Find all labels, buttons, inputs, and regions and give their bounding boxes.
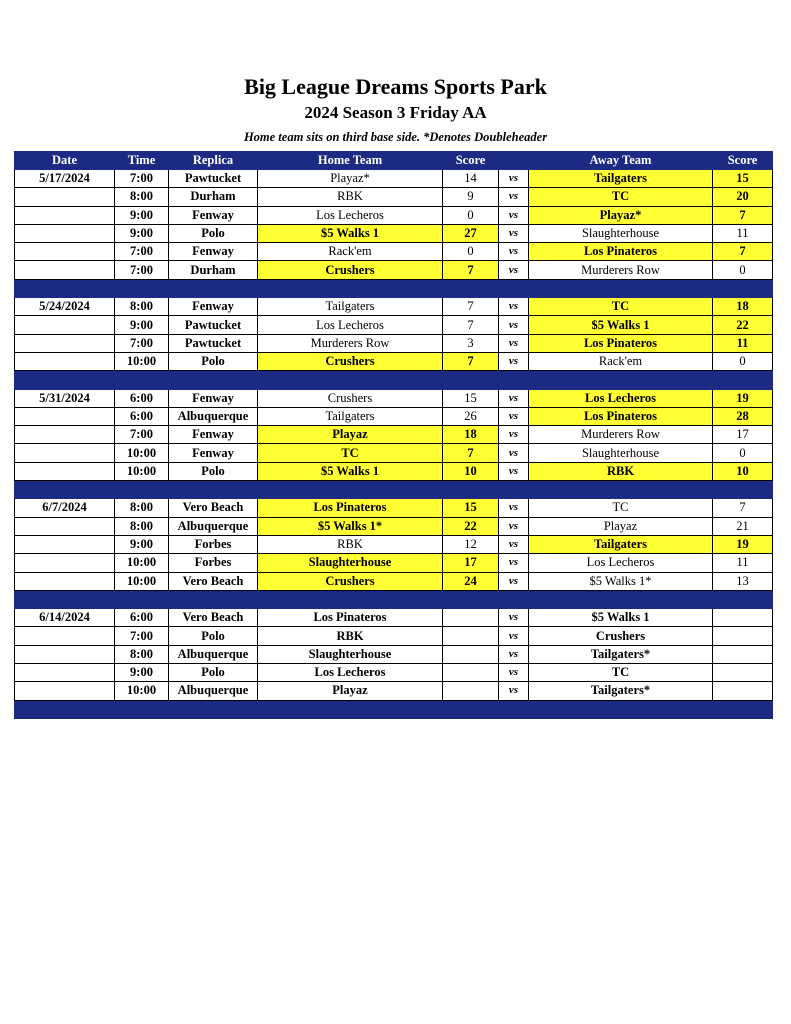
home-team: Los Lecheros — [258, 664, 443, 682]
away-team: Los Pinateros — [529, 334, 713, 352]
game-time: 6:00 — [115, 389, 169, 407]
separator-cell — [169, 590, 258, 608]
vs-label: vs — [499, 224, 529, 242]
vs-label: vs — [499, 188, 529, 206]
game-time: 7:00 — [115, 426, 169, 444]
home-score: 26 — [443, 407, 499, 425]
vs-label: vs — [499, 554, 529, 572]
separator-cell — [713, 481, 773, 499]
home-score: 10 — [443, 462, 499, 480]
home-score — [443, 627, 499, 645]
away-team: Tailgaters — [529, 535, 713, 553]
separator-cell — [529, 481, 713, 499]
home-score: 12 — [443, 535, 499, 553]
game-time: 7:00 — [115, 627, 169, 645]
home-team: Playaz — [258, 426, 443, 444]
vs-label: vs — [499, 170, 529, 188]
home-team: Crushers — [258, 261, 443, 279]
vs-label: vs — [499, 444, 529, 462]
vs-label: vs — [499, 517, 529, 535]
week-separator — [15, 700, 773, 718]
game-replica: Forbes — [169, 554, 258, 572]
home-team: Los Pinateros — [258, 609, 443, 627]
game-date — [15, 627, 115, 645]
away-score: 20 — [713, 188, 773, 206]
game-row — [15, 426, 773, 444]
game-time: 8:00 — [115, 298, 169, 316]
separator-cell — [499, 590, 529, 608]
game-date: 6/7/2024 — [15, 499, 115, 517]
col-away-team: Away Team — [529, 152, 713, 170]
away-team: TC — [529, 664, 713, 682]
vs-label: vs — [499, 243, 529, 261]
game-row — [15, 682, 773, 700]
game-replica: Albuquerque — [169, 517, 258, 535]
vs-label: vs — [499, 407, 529, 425]
away-score — [713, 627, 773, 645]
game-replica: Polo — [169, 627, 258, 645]
col-date: Date — [15, 152, 115, 170]
game-time: 10:00 — [115, 352, 169, 370]
game-row — [15, 572, 773, 590]
away-team: Tailgaters — [529, 170, 713, 188]
home-team: $5 Walks 1* — [258, 517, 443, 535]
game-time: 8:00 — [115, 517, 169, 535]
home-score — [443, 645, 499, 663]
vs-label: vs — [499, 462, 529, 480]
home-score: 9 — [443, 188, 499, 206]
home-score: 7 — [443, 316, 499, 334]
game-row — [15, 627, 773, 645]
game-replica: Pawtucket — [169, 334, 258, 352]
home-score: 24 — [443, 572, 499, 590]
game-date — [15, 517, 115, 535]
game-replica: Forbes — [169, 535, 258, 553]
home-score: 3 — [443, 334, 499, 352]
away-score: 0 — [713, 444, 773, 462]
home-score: 22 — [443, 517, 499, 535]
separator-cell — [713, 700, 773, 718]
game-replica: Albuquerque — [169, 407, 258, 425]
game-date — [15, 334, 115, 352]
vs-label: vs — [499, 499, 529, 517]
game-replica: Polo — [169, 664, 258, 682]
game-row — [15, 261, 773, 279]
game-replica: Vero Beach — [169, 499, 258, 517]
col-away-score: Score — [713, 152, 773, 170]
vs-label: vs — [499, 609, 529, 627]
away-team: Murderers Row — [529, 261, 713, 279]
game-time: 6:00 — [115, 407, 169, 425]
game-date — [15, 572, 115, 590]
home-score: 7 — [443, 352, 499, 370]
vs-label: vs — [499, 316, 529, 334]
away-score: 0 — [713, 261, 773, 279]
vs-label: vs — [499, 334, 529, 352]
vs-label: vs — [499, 206, 529, 224]
away-score: 19 — [713, 535, 773, 553]
game-row — [15, 462, 773, 480]
away-score: 15 — [713, 170, 773, 188]
game-time: 8:00 — [115, 188, 169, 206]
game-row — [15, 298, 773, 316]
game-time: 10:00 — [115, 554, 169, 572]
away-score: 11 — [713, 334, 773, 352]
game-date — [15, 261, 115, 279]
separator-cell — [115, 700, 169, 718]
game-date — [15, 444, 115, 462]
separator-cell — [499, 371, 529, 389]
home-team: Murderers Row — [258, 334, 443, 352]
away-team: Playaz — [529, 517, 713, 535]
away-team: Playaz* — [529, 206, 713, 224]
separator-cell — [443, 279, 499, 297]
away-team: Los Pinateros — [529, 243, 713, 261]
game-replica: Polo — [169, 224, 258, 242]
away-team: Los Pinateros — [529, 407, 713, 425]
game-row — [15, 554, 773, 572]
away-score — [713, 645, 773, 663]
vs-label: vs — [499, 572, 529, 590]
game-row — [15, 609, 773, 627]
game-date: 6/14/2024 — [15, 609, 115, 627]
home-score: 15 — [443, 499, 499, 517]
col-home-score: Score — [443, 152, 499, 170]
game-row — [15, 170, 773, 188]
game-replica: Albuquerque — [169, 645, 258, 663]
away-score: 28 — [713, 407, 773, 425]
away-team: Murderers Row — [529, 426, 713, 444]
game-time: 9:00 — [115, 206, 169, 224]
separator-cell — [115, 371, 169, 389]
separator-cell — [169, 700, 258, 718]
away-team: $5 Walks 1* — [529, 572, 713, 590]
game-time: 9:00 — [115, 316, 169, 334]
separator-cell — [15, 279, 115, 297]
home-team: Tailgaters — [258, 298, 443, 316]
away-team: Slaughterhouse — [529, 444, 713, 462]
away-score: 22 — [713, 316, 773, 334]
home-team: $5 Walks 1 — [258, 462, 443, 480]
home-score: 0 — [443, 206, 499, 224]
away-team: Los Lecheros — [529, 554, 713, 572]
game-time: 6:00 — [115, 609, 169, 627]
game-row — [15, 535, 773, 553]
week-separator — [15, 279, 773, 297]
separator-cell — [258, 700, 443, 718]
separator-cell — [713, 371, 773, 389]
col-vs — [499, 152, 529, 170]
home-team: Los Lecheros — [258, 316, 443, 334]
game-row — [15, 664, 773, 682]
vs-label: vs — [499, 261, 529, 279]
separator-cell — [169, 279, 258, 297]
game-date — [15, 316, 115, 334]
game-date — [15, 243, 115, 261]
home-score: 18 — [443, 426, 499, 444]
home-team: RBK — [258, 627, 443, 645]
game-time: 10:00 — [115, 682, 169, 700]
home-team: Slaughterhouse — [258, 645, 443, 663]
game-time: 10:00 — [115, 444, 169, 462]
game-time: 9:00 — [115, 664, 169, 682]
week-separator — [15, 371, 773, 389]
game-date — [15, 535, 115, 553]
game-replica: Durham — [169, 261, 258, 279]
home-team: $5 Walks 1 — [258, 224, 443, 242]
home-score — [443, 609, 499, 627]
game-time: 10:00 — [115, 462, 169, 480]
separator-cell — [258, 481, 443, 499]
away-team: $5 Walks 1 — [529, 609, 713, 627]
away-score — [713, 609, 773, 627]
separator-cell — [115, 481, 169, 499]
separator-cell — [15, 700, 115, 718]
season-subtitle: 2024 Season 3 Friday AA — [304, 103, 487, 122]
game-replica: Vero Beach — [169, 572, 258, 590]
home-team: Los Lecheros — [258, 206, 443, 224]
home-score: 0 — [443, 243, 499, 261]
away-score: 19 — [713, 389, 773, 407]
game-replica: Durham — [169, 188, 258, 206]
vs-label: vs — [499, 426, 529, 444]
away-score: 7 — [713, 206, 773, 224]
game-replica: Polo — [169, 352, 258, 370]
separator-cell — [499, 700, 529, 718]
separator-cell — [115, 590, 169, 608]
away-score: 13 — [713, 572, 773, 590]
game-replica: Fenway — [169, 243, 258, 261]
home-team: Rack'em — [258, 243, 443, 261]
game-row — [15, 243, 773, 261]
away-team: TC — [529, 499, 713, 517]
separator-cell — [529, 279, 713, 297]
separator-cell — [15, 481, 115, 499]
home-score — [443, 682, 499, 700]
away-score: 7 — [713, 243, 773, 261]
game-time: 9:00 — [115, 224, 169, 242]
game-time: 8:00 — [115, 499, 169, 517]
away-team: Tailgaters* — [529, 682, 713, 700]
game-date: 5/17/2024 — [15, 170, 115, 188]
away-score: 21 — [713, 517, 773, 535]
vs-label: vs — [499, 352, 529, 370]
game-time: 7:00 — [115, 334, 169, 352]
game-date — [15, 188, 115, 206]
vs-label: vs — [499, 682, 529, 700]
game-row — [15, 645, 773, 663]
page-title: Big League Dreams Sports Park — [244, 74, 547, 99]
separator-cell — [443, 481, 499, 499]
separator-cell — [115, 279, 169, 297]
game-row — [15, 407, 773, 425]
schedule-table — [14, 151, 773, 719]
home-score: 7 — [443, 444, 499, 462]
game-time: 9:00 — [115, 535, 169, 553]
home-team: TC — [258, 444, 443, 462]
game-time: 7:00 — [115, 170, 169, 188]
home-team: Crushers — [258, 389, 443, 407]
game-replica: Fenway — [169, 426, 258, 444]
game-row — [15, 206, 773, 224]
week-separator — [15, 481, 773, 499]
game-replica: Polo — [169, 462, 258, 480]
vs-label: vs — [499, 627, 529, 645]
vs-label: vs — [499, 389, 529, 407]
separator-cell — [258, 590, 443, 608]
game-replica: Fenway — [169, 298, 258, 316]
separator-cell — [529, 590, 713, 608]
game-date — [15, 645, 115, 663]
away-team: TC — [529, 188, 713, 206]
home-team: Playaz — [258, 682, 443, 700]
away-score: 17 — [713, 426, 773, 444]
game-time: 7:00 — [115, 261, 169, 279]
away-team: TC — [529, 298, 713, 316]
separator-cell — [15, 590, 115, 608]
home-team: Los Pinateros — [258, 499, 443, 517]
game-replica: Pawtucket — [169, 316, 258, 334]
home-team: Crushers — [258, 352, 443, 370]
home-team: Playaz* — [258, 170, 443, 188]
game-time: 8:00 — [115, 645, 169, 663]
home-team: Crushers — [258, 572, 443, 590]
separator-cell — [499, 481, 529, 499]
home-score: 17 — [443, 554, 499, 572]
home-score: 14 — [443, 170, 499, 188]
home-team: RBK — [258, 188, 443, 206]
separator-cell — [713, 279, 773, 297]
game-date — [15, 426, 115, 444]
away-team: $5 Walks 1 — [529, 316, 713, 334]
game-time: 7:00 — [115, 243, 169, 261]
game-row — [15, 334, 773, 352]
separator-cell — [529, 700, 713, 718]
game-date — [15, 407, 115, 425]
game-replica: Fenway — [169, 444, 258, 462]
home-score: 7 — [443, 298, 499, 316]
vs-label: vs — [499, 298, 529, 316]
away-score: 7 — [713, 499, 773, 517]
home-score: 15 — [443, 389, 499, 407]
game-date: 5/24/2024 — [15, 298, 115, 316]
game-date — [15, 462, 115, 480]
separator-cell — [169, 371, 258, 389]
home-score: 7 — [443, 261, 499, 279]
game-row — [15, 444, 773, 462]
separator-cell — [258, 279, 443, 297]
away-team: RBK — [529, 462, 713, 480]
away-team: Crushers — [529, 627, 713, 645]
home-team: Tailgaters — [258, 407, 443, 425]
game-replica: Albuquerque — [169, 682, 258, 700]
separator-cell — [443, 371, 499, 389]
game-date — [15, 224, 115, 242]
separator-cell — [258, 371, 443, 389]
vs-label: vs — [499, 535, 529, 553]
game-row — [15, 352, 773, 370]
game-date — [15, 352, 115, 370]
game-date — [15, 206, 115, 224]
home-team: RBK — [258, 535, 443, 553]
game-replica: Fenway — [169, 389, 258, 407]
separator-cell — [529, 371, 713, 389]
game-row — [15, 517, 773, 535]
game-date — [15, 554, 115, 572]
game-replica: Pawtucket — [169, 170, 258, 188]
home-score — [443, 664, 499, 682]
separator-cell — [15, 371, 115, 389]
game-row — [15, 224, 773, 242]
away-team: Slaughterhouse — [529, 224, 713, 242]
away-score: 18 — [713, 298, 773, 316]
home-team: Slaughterhouse — [258, 554, 443, 572]
doubleheader-note: Home team sits on third base side. *Denotes Doubleheader — [243, 130, 548, 144]
separator-cell — [443, 700, 499, 718]
away-score: 0 — [713, 352, 773, 370]
away-team: Los Lecheros — [529, 389, 713, 407]
header-row — [15, 152, 773, 170]
game-time: 10:00 — [115, 572, 169, 590]
col-time: Time — [115, 152, 169, 170]
game-date — [15, 664, 115, 682]
away-score — [713, 682, 773, 700]
away-team: Tailgaters* — [529, 645, 713, 663]
separator-cell — [443, 590, 499, 608]
game-date: 5/31/2024 — [15, 389, 115, 407]
game-replica: Fenway — [169, 206, 258, 224]
game-row — [15, 188, 773, 206]
vs-label: vs — [499, 664, 529, 682]
vs-label: vs — [499, 645, 529, 663]
game-row — [15, 316, 773, 334]
home-score: 27 — [443, 224, 499, 242]
col-replica: Replica — [169, 152, 258, 170]
separator-cell — [499, 279, 529, 297]
away-score: 10 — [713, 462, 773, 480]
away-score: 11 — [713, 224, 773, 242]
game-date — [15, 682, 115, 700]
away-score — [713, 664, 773, 682]
separator-cell — [713, 590, 773, 608]
game-row — [15, 389, 773, 407]
week-separator — [15, 590, 773, 608]
col-home-team: Home Team — [258, 152, 443, 170]
away-team: Rack'em — [529, 352, 713, 370]
game-replica: Vero Beach — [169, 609, 258, 627]
separator-cell — [169, 481, 258, 499]
game-row — [15, 499, 773, 517]
away-score: 11 — [713, 554, 773, 572]
